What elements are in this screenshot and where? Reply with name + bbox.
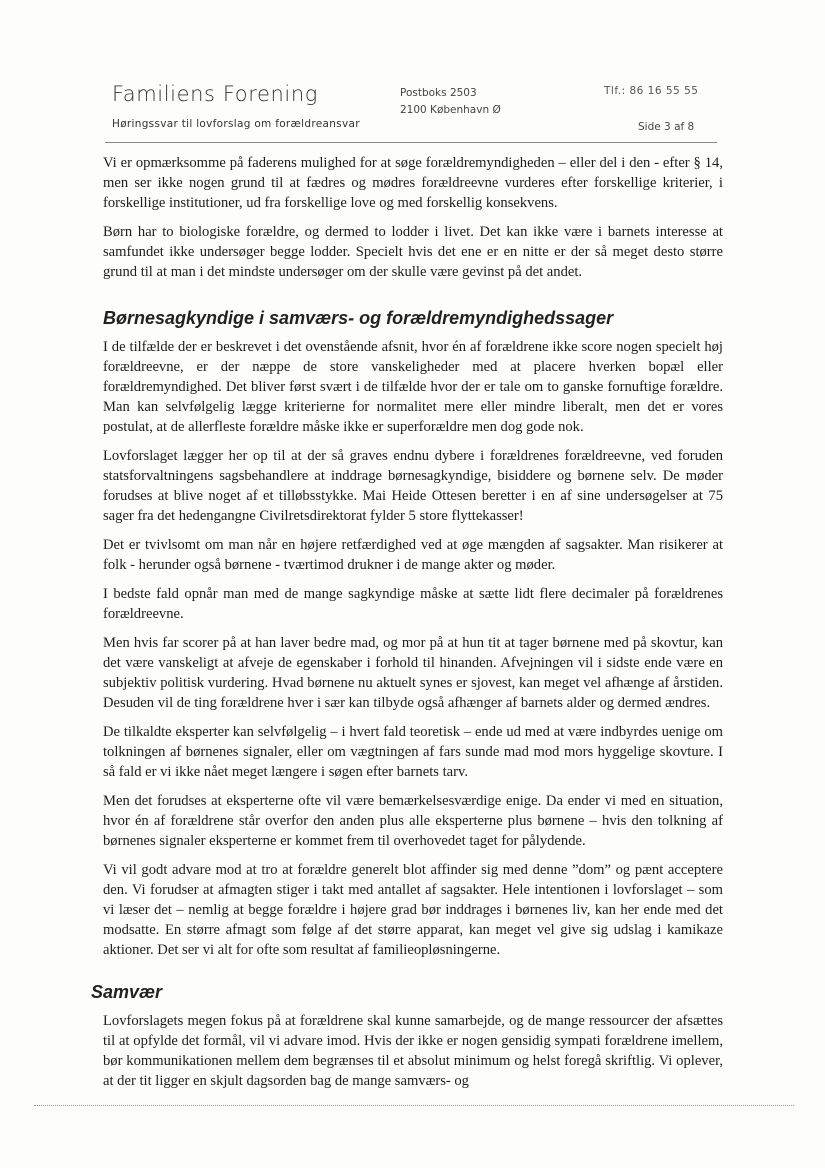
section-heading-samvaer: Samvær [91, 982, 163, 1002]
section-heading-boernesagkyndige: Børnesagkyndige i samværs- og forældremyndighedssager [103, 308, 614, 328]
intro-paragraph-1: Vi er opmærksomme på faderens mulighed for at søge forældremyndigheden – eller del i den - efter § 14, men ser ikke nogen grund til at fædres og mødres forældreevne vurderes efter forskellige kriterier, i forskellige institutioner, ud fra forskellige love og med forskellig konsekvens. [103, 155, 723, 211]
section1-paragraph-3: Det er tvivlsomt om man når en højere retfærdighed ved at øge mængden af sagsakter. Man risikerer at folk - herunder også børnene - tværtimod drukner i de mange akter og møder. [103, 537, 723, 573]
section1-paragraph-6: De tilkaldte eksperter kan selvfølgelig – i hvert fald teoretisk – ende ud med at være indbyrdes uenige om tolkningen af børnenes signaler, eller om vægtningen af fars sunde mad mod mors hyggelige skovture. I så fald er vi ikke nået meget længere i søgen efter barnets tarv. [103, 724, 723, 780]
section1-paragraph-5: Men hvis far scorer på at han laver bedre mad, og mor på at hun tit at tager børnene med på skovtur, kan det være vanskeligt at afveje de egenskaber i forhold til hinanden. Afvejningen vil i sidste ende være en subjektiv politisk vurdering. Hvad børnene nu aktuelt synes er sjovest, kan meget vel afhænge af årstiden. Desuden vil de ting forældrene hver i sær kan tilbyde også afhænger af barnets alder og dermed ændres. [103, 635, 723, 711]
header-divider [105, 142, 717, 143]
address-line-1: Postboks 2503 [400, 87, 477, 99]
page-indicator: Side 3 af 8 [638, 121, 695, 133]
footer-divider [34, 1105, 794, 1106]
section1-paragraph-1: I de tilfælde der er beskrevet i det ovenstående afsnit, hvor én af forældrene ikke score nogen specielt høj forældreevne, er der næppe de store vanskeligheder med at placere hverken bopæl eller forældremyndighed. Det bliver først svært i de tilfælde hvor der er tale om to ganske fornuftige forældre. Man kan selvfølgelig lægge kriterierne for normalitet mere eller mindre liberalt, men det er vores postulat, at de allerfleste forældre måske ikke er superforældre men dog gode nok. [103, 339, 723, 435]
section2-paragraph-1: Lovforslagets megen fokus på at forældrene skal kunne samarbejde, og de mange ressourcer der afsættes til at opfylde det formål, vil vi advare imod. Hvis der ikke er nogen gensidig sympati forældrene imellem, bør kommunikationen mellem dem begrænses til et absolut minimum og helst foregå skriftlig. Vi oplever, at der tit ligger en skjult dagsorden bag de mange samværs- og [103, 1013, 723, 1089]
section1-paragraph-8: Vi vil godt advare mod at tro at forældre generelt blot affinder sig med denne ”dom” og pænt acceptere den. Vi forudser at afmagten stiger i takt med antallet af sagsakter. Hele intentionen i lovforslaget – som vi læser det – nemlig at begge forældre i højere grad bør inddrages i børnenes liv, kan her ende med det modsatte. En større afmagt som følge af det større apparat, kan meget vel give sig udslag i kamikaze aktioner. Det ser vi alt for ofte som resultat af familieopløsningerne. [103, 862, 723, 958]
address-line-2: 2100 København Ø [400, 104, 501, 116]
postal-address [400, 85, 501, 119]
organization-name: Familiens Forening [112, 82, 318, 106]
section1-paragraph-7: Men det forudses at eksperterne ofte vil være bemærkelsesværdige enige. Da ender vi med en situation, hvor én af forældrene står overfor den anden plus alle eksperterne plus børnene – hvis den tolkning af børnenes signaler eksperterne er kommet frem til overhovedet taget for pålydende. [103, 793, 723, 849]
document-subtitle: Høringssvar til lovforslag om forældreansvar [112, 118, 360, 130]
section1-paragraph-4: I bedste fald opnår man med de mange sagkyndige måske at sætte lidt flere decimaler på forældrenes forældreevne. [103, 586, 723, 622]
document-body [91, 153, 723, 1100]
phone-number: Tlf.: 86 16 55 55 [604, 85, 699, 97]
section1-paragraph-2: Lovforslaget lægger her op til at der så graves endnu dybere i forældrenes forældreevne, ved foruden statsforvaltningens sagsbehandlere at inddrage børnesagkyndige, bisiddere og børnene selv. De møder forudses at blive noget af et tilløbsstykke. Mai Heide Ottesen beretter i en af sine undersøgelser at 75 sager fra det hedengangne Civilretsdirektorat fylder 5 store flyttekasser! [103, 448, 723, 524]
intro-paragraph-2: Børn har to biologiske forældre, og dermed to lodder i livet. Det kan ikke være i barnets interesse at samfundet ikke undersøger begge lodder. Specielt hvis det ene er en nitte er der så meget desto større grund til at man i det mindste undersøger om der skulle være gevinst på det andet. [103, 224, 723, 280]
